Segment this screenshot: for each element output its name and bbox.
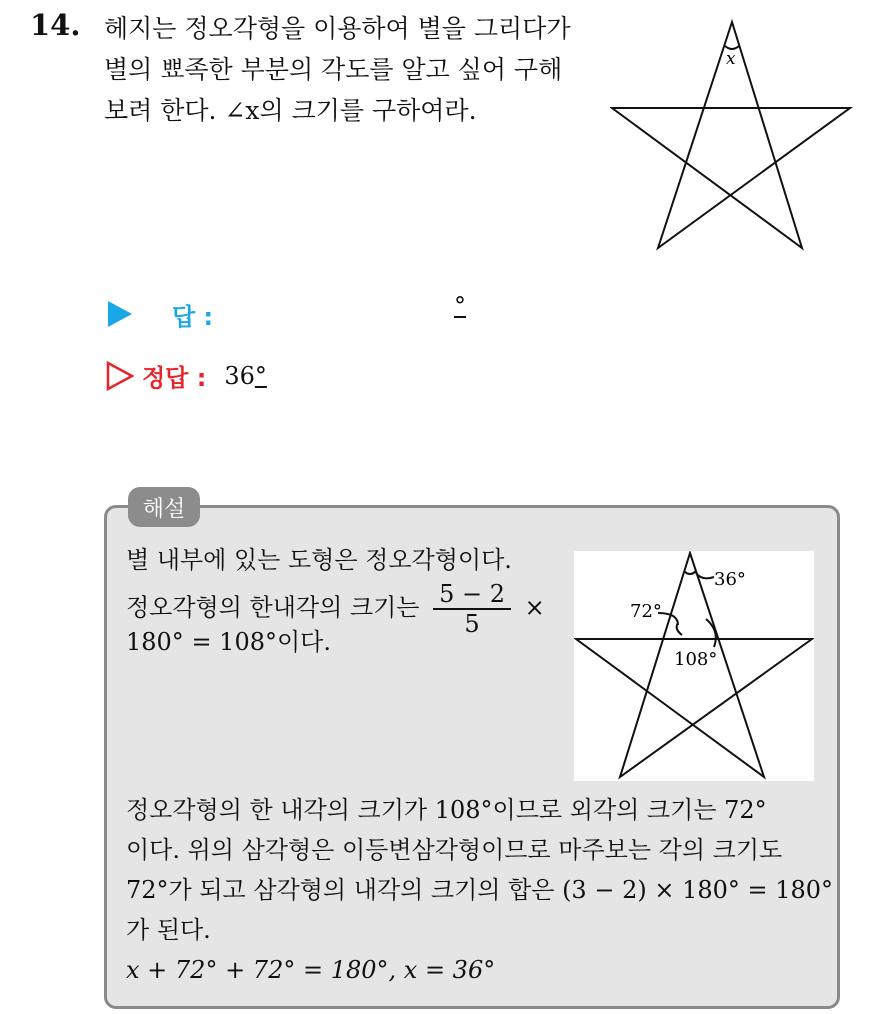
outline-play-icon xyxy=(106,361,134,391)
question-line: 보려 한다. ∠x의 크기를 구하여라. xyxy=(104,96,477,125)
play-icon xyxy=(108,301,132,327)
question-text xyxy=(104,8,594,131)
star-figure xyxy=(610,18,854,254)
fraction-denominator: 5 xyxy=(464,610,480,638)
angle-arc-108 xyxy=(706,619,716,647)
question-line: 별의 뾰족한 부분의 각도를 알고 싶어 구해 xyxy=(104,55,563,84)
angle-arc-36 xyxy=(684,571,696,574)
question-number: 14. xyxy=(30,8,81,42)
answer-label: 답 : xyxy=(172,302,214,331)
fraction-numerator: 5 − 2 xyxy=(433,580,511,610)
correct-answer-row xyxy=(106,358,267,393)
explanation-line-3: 180° = 108°이다. xyxy=(126,628,331,656)
correct-number: 36 xyxy=(224,361,255,390)
correct-label: 정답 : xyxy=(142,364,207,392)
label-36: 36° xyxy=(714,569,746,590)
line2-prefix: 정오각형의 한내각의 크기는 xyxy=(126,593,420,622)
explanation-body-line: 가 된다. xyxy=(126,916,211,944)
explanation-line-1: 별 내부에 있는 도형은 정오각형이다. xyxy=(126,546,512,574)
question-line: 헤지는 정오각형을 이용하여 별을 그리다가 xyxy=(104,14,571,43)
label-72: 72° xyxy=(630,601,662,622)
explanation-star-figure xyxy=(574,551,814,781)
explanation-body-line: 정오각형의 한 내각의 크기가 108°이므로 외각의 크기는 72° xyxy=(126,796,767,824)
explanation-body-line: 72°가 되고 삼각형의 내각의 크기의 합은 (3 − 2) × 180° = 180° xyxy=(126,876,834,904)
answer-unit: ° xyxy=(454,292,466,320)
fraction xyxy=(433,580,511,638)
line2-suffix: × xyxy=(524,593,545,622)
explanation-body-line: 이다. 위의 삼각형은 이등변삼각형이므로 마주보는 각의 크기도 xyxy=(126,836,783,864)
answer-input[interactable] xyxy=(258,298,478,330)
correct-unit: ° xyxy=(254,361,267,390)
angle-x-label: x xyxy=(726,49,736,69)
explanation-body xyxy=(126,790,836,990)
correct-value xyxy=(224,362,267,390)
explanation-equation: x + 72° + 72° = 180°, x = 36° xyxy=(126,956,496,984)
answer-row xyxy=(108,292,466,331)
label-108: 108° xyxy=(674,649,718,670)
explanation-tag: 해설 xyxy=(128,487,200,527)
